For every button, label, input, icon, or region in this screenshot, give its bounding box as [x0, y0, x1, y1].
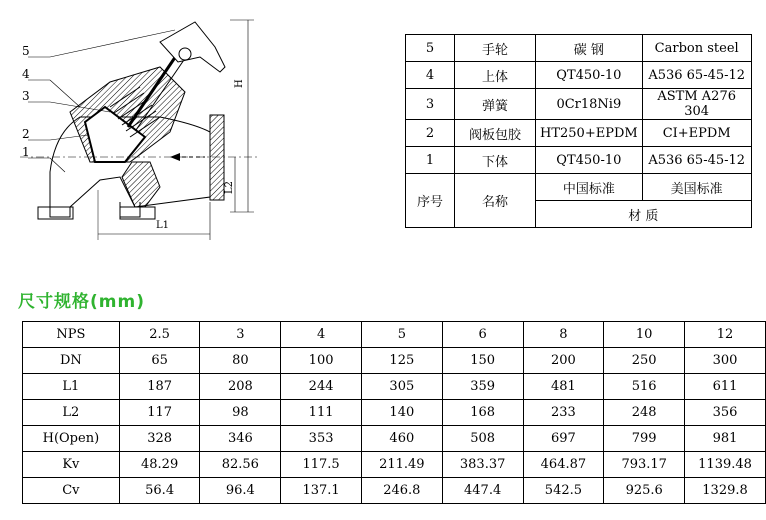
dim-l1-label: L1	[156, 220, 170, 231]
header-name: 名称	[455, 174, 536, 228]
table-cell: 799	[604, 426, 685, 452]
row-label: H(Open)	[23, 426, 120, 452]
table-cell: 981	[685, 426, 766, 452]
callout-5: 5	[22, 44, 30, 58]
table-row	[23, 322, 766, 348]
part-no: 2	[406, 120, 455, 147]
table-cell: 125	[361, 348, 442, 374]
row-label: L1	[23, 374, 120, 400]
table-cell: 300	[685, 348, 766, 374]
table-row	[23, 400, 766, 426]
part-no: 1	[406, 147, 455, 174]
part-name: 阀板包胶	[455, 120, 536, 147]
table-cell: 460	[361, 426, 442, 452]
part-no: 4	[406, 62, 455, 89]
table-cell: 2.5	[119, 322, 200, 348]
table-cell: 48.29	[119, 452, 200, 478]
table-cell: 117	[119, 400, 200, 426]
table-row	[406, 35, 752, 62]
table-cell: 98	[200, 400, 281, 426]
table-cell: 100	[281, 348, 362, 374]
table-row	[406, 62, 752, 89]
table-cell: 4	[281, 322, 362, 348]
table-cell: 8	[523, 322, 604, 348]
row-label: DN	[23, 348, 120, 374]
dim-l2-label: L2	[224, 180, 235, 194]
part-name: 弹簧	[455, 89, 536, 120]
valve-drawing	[10, 12, 272, 242]
part-us-std: CI+EPDM	[642, 120, 751, 147]
table-cell: 328	[119, 426, 200, 452]
part-us-std: Carbon steel	[642, 35, 751, 62]
dims-title: 尺寸规格(mm)	[18, 292, 145, 312]
part-cn-std: 0Cr18Ni9	[536, 89, 643, 120]
table-cell: 6	[442, 322, 523, 348]
table-cell: 383.37	[442, 452, 523, 478]
table-cell: 508	[442, 426, 523, 452]
dims-table	[22, 321, 766, 504]
table-row	[23, 348, 766, 374]
table-cell: 56.4	[119, 478, 200, 504]
table-cell: 611	[685, 374, 766, 400]
table-cell: 187	[119, 374, 200, 400]
part-no: 3	[406, 89, 455, 120]
table-cell: 168	[442, 400, 523, 426]
part-cn-std: 碳 钢	[536, 35, 643, 62]
table-cell: 356	[685, 400, 766, 426]
table-cell: 1329.8	[685, 478, 766, 504]
callout-4: 4	[22, 67, 30, 81]
callout-3: 3	[22, 89, 30, 103]
right-flange	[210, 115, 224, 200]
table-cell: 10	[604, 322, 685, 348]
part-us-std: A536 65-45-12	[642, 147, 751, 174]
table-cell: 697	[523, 426, 604, 452]
table-row	[23, 374, 766, 400]
table-cell: 111	[281, 400, 362, 426]
table-cell: 481	[523, 374, 604, 400]
part-us-std: ASTM A276 304	[642, 89, 751, 120]
table-cell: 353	[281, 426, 362, 452]
table-cell: 150	[442, 348, 523, 374]
table-row	[406, 120, 752, 147]
table-row	[23, 426, 766, 452]
header-row	[406, 174, 752, 201]
header-us-std: 美国标准	[642, 174, 751, 201]
table-cell: 65	[119, 348, 200, 374]
table-cell: 250	[604, 348, 685, 374]
table-cell: 246.8	[361, 478, 442, 504]
table-cell: 359	[442, 374, 523, 400]
table-cell: 80	[200, 348, 281, 374]
header-cn-std: 中国标准	[536, 174, 643, 201]
part-name: 下体	[455, 147, 536, 174]
callout-2: 2	[22, 127, 30, 141]
part-no: 5	[406, 35, 455, 62]
table-cell: 82.56	[200, 452, 281, 478]
table-cell: 12	[685, 322, 766, 348]
table-cell: 117.5	[281, 452, 362, 478]
row-label: Kv	[23, 452, 120, 478]
table-row	[23, 478, 766, 504]
table-cell: 793.17	[604, 452, 685, 478]
table-cell: 346	[200, 426, 281, 452]
header-no: 序号	[406, 174, 455, 228]
part-name: 手轮	[455, 35, 536, 62]
table-row	[406, 147, 752, 174]
row-label: NPS	[23, 322, 120, 348]
table-cell: 925.6	[604, 478, 685, 504]
table-cell: 211.49	[361, 452, 442, 478]
table-cell: 305	[361, 374, 442, 400]
table-cell: 542.5	[523, 478, 604, 504]
table-row	[23, 452, 766, 478]
table-cell: 464.87	[523, 452, 604, 478]
table-cell: 516	[604, 374, 685, 400]
header-material: 材 质	[536, 201, 752, 228]
callout-1: 1	[22, 145, 30, 159]
table-cell: 3	[200, 322, 281, 348]
row-label: L2	[23, 400, 120, 426]
part-cn-std: HT250+EPDM	[536, 120, 643, 147]
table-cell: 1139.48	[685, 452, 766, 478]
row-label: Cv	[23, 478, 120, 504]
table-cell: 447.4	[442, 478, 523, 504]
part-us-std: A536 65-45-12	[642, 62, 751, 89]
table-cell: 137.1	[281, 478, 362, 504]
table-cell: 233	[523, 400, 604, 426]
table-cell: 244	[281, 374, 362, 400]
parts-table	[405, 34, 752, 228]
table-cell: 5	[361, 322, 442, 348]
part-cn-std: QT450-10	[536, 62, 643, 89]
table-cell: 140	[361, 400, 442, 426]
table-cell: 200	[523, 348, 604, 374]
table-cell: 208	[200, 374, 281, 400]
dim-h-label: H	[234, 79, 245, 88]
table-row	[406, 89, 752, 120]
table-cell: 248	[604, 400, 685, 426]
part-name: 上体	[455, 62, 536, 89]
part-cn-std: QT450-10	[536, 147, 643, 174]
table-cell: 96.4	[200, 478, 281, 504]
